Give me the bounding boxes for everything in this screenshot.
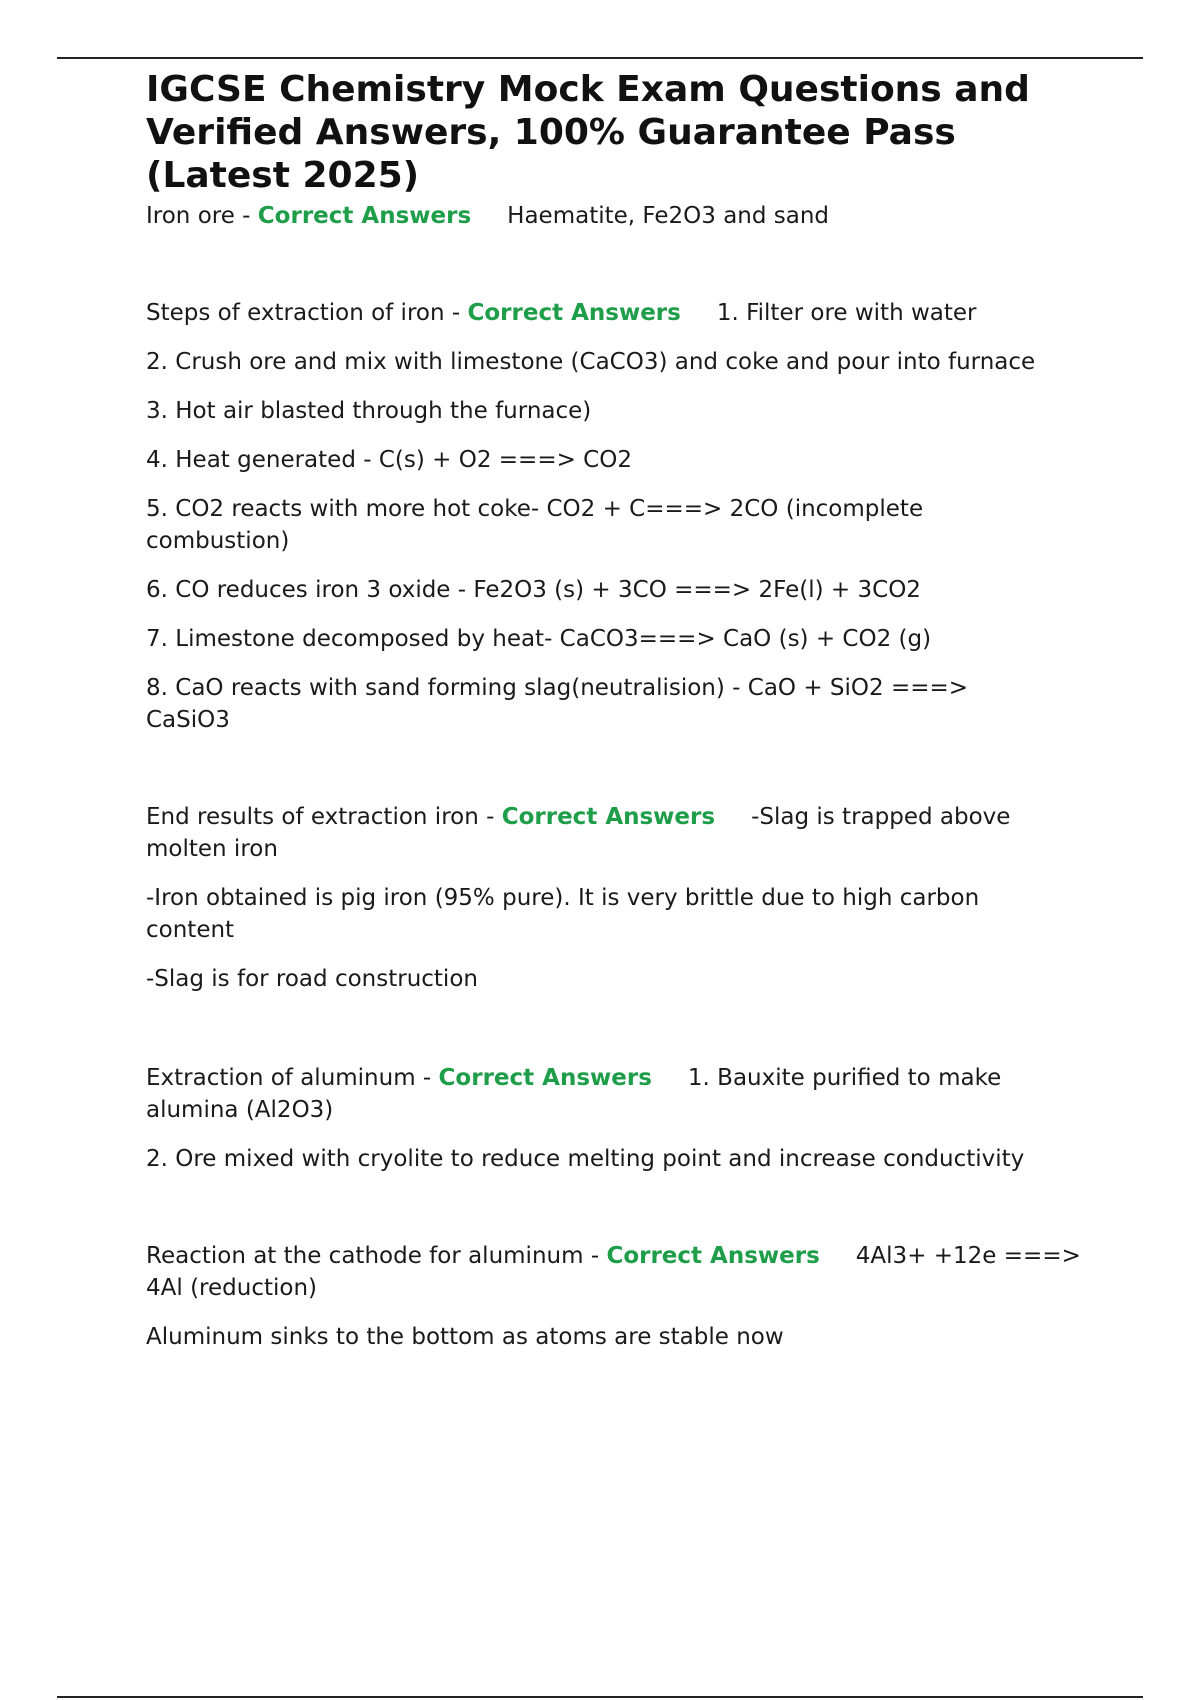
answer-line: 8. CaO reacts with sand forming slag(neutralision) - CaO + SiO2 ===> CaSiO3 [146,675,969,733]
qa-block-iron-ore [146,200,1096,232]
document-title: IGCSE Chemistry Mock Exam Questions and Verified Answers, 100% Guarantee Pass (Latest 2025) [146,69,1030,196]
answer-line: -Slag is trapped above molten iron [146,804,1011,862]
separator: - [478,804,502,830]
qa-block-extraction-aluminum [146,1062,1096,1175]
separator: - [234,203,258,229]
answer-line: 2. Ore mixed with cryolite to reduce melting point and increase conductivity [146,1146,1025,1172]
separator: - [415,1065,439,1091]
answer-line: 5. CO2 reacts with more hot coke- CO2 + C===> 2CO (incomplete combustion) [146,496,924,554]
separator: - [583,1243,607,1269]
correct-answers-label: Correct Answers [257,203,472,229]
answer-line: 4. Heat generated - C(s) + O2 ===> CO2 [146,447,632,473]
answer-line: 3. Hot air blasted through the furnace) [146,398,592,424]
question-text: End results of extraction iron [146,804,479,830]
qa-block-end-results-iron [146,801,1096,995]
qa-block-cathode-aluminum [146,1240,1096,1353]
answer-line: Haematite, Fe2O3 and sand [507,203,830,229]
question-line [146,1240,1096,1304]
question-line [146,297,1096,329]
correct-answers-label: Correct Answers [501,804,716,830]
qa-block-steps-extraction-iron [146,297,1096,736]
question-text: Reaction at the cathode for aluminum [146,1243,584,1269]
answer-line: 6. CO reduces iron 3 oxide - Fe2O3 (s) + 3CO ===> 2Fe(l) + 3CO2 [146,577,921,603]
answer-line: 1. Bauxite purified to make alumina (Al2O3) [146,1065,1002,1123]
question-text: Steps of extraction of iron [146,300,445,326]
answer-line: 1. Filter ore with water [716,300,977,326]
question-line [146,200,1096,232]
answer-line: 7. Limestone decomposed by heat- CaCO3===> CaO (s) + CO2 (g) [146,626,932,652]
bottom-rule [57,1696,1143,1698]
document-body [146,68,1096,1353]
question-line [146,801,1096,865]
separator: - [444,300,468,326]
correct-answers-label: Correct Answers [438,1065,652,1091]
correct-answers-label: Correct Answers [606,1243,820,1269]
top-rule [57,57,1143,59]
answer-line: 4Al3+ +12e ===> 4Al (reduction) [146,1243,1081,1301]
question-text: Iron ore [146,203,235,229]
question-line [146,1062,1096,1126]
answer-line: -Slag is for road construction [146,966,478,992]
answer-line: 2. Crush ore and mix with limestone (CaCO3) and coke and pour into furnace [146,349,1036,375]
question-text: Extraction of aluminum [146,1065,416,1091]
correct-answers-label: Correct Answers [467,300,681,326]
answer-line: Aluminum sinks to the bottom as atoms are stable now [146,1324,784,1350]
answer-line: -Iron obtained is pig iron (95% pure). It is very brittle due to high carbon content [146,885,980,943]
